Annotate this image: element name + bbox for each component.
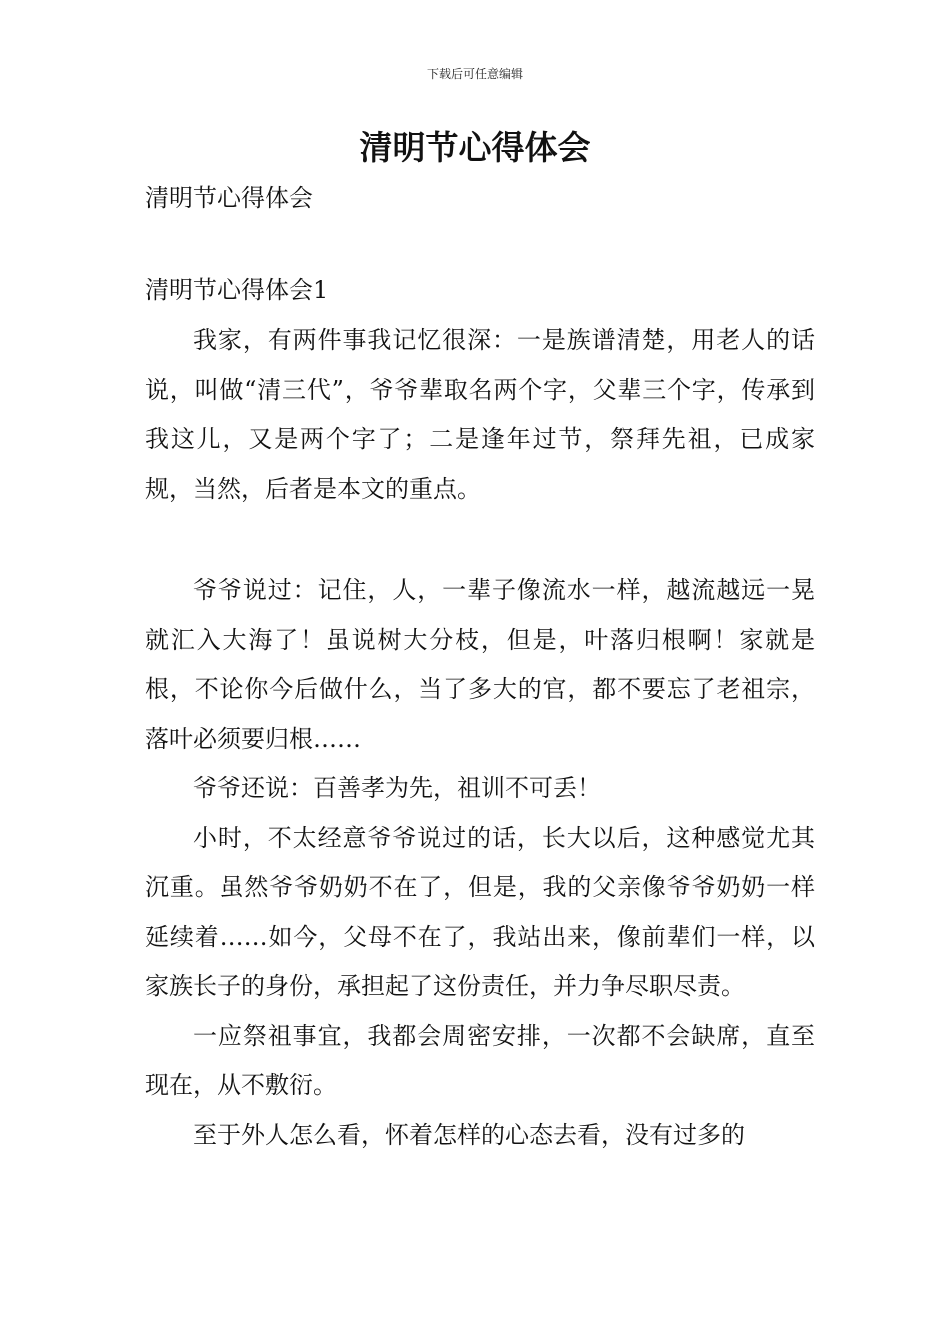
paragraph-6: 至于外人怎么看，怀着怎样的心态去看，没有过多的	[193, 1120, 745, 1149]
paragraph-1: 我家，有两件事我记忆很深：一是族谱清楚，用老人的话说，叫做“清三代”，爷爷辈取名两个字，父辈三个字，传承到我这儿，又是两个字了；二是逢年过节，祭拜先祖，已成家规，当然，后者是本文的重点。	[145, 326, 815, 503]
paragraph-3: 爷爷还说：百善孝为先，祖训不可丢！	[193, 774, 601, 802]
header-note: 下载后可任意编辑	[426, 67, 523, 81]
section-heading: 清明节心得体会1	[145, 276, 329, 304]
paragraph-5: 一应祭祖事宜，我都会周密安排，一次都不会缺席，直至现在，从不敷衍。	[145, 1021, 815, 1099]
document-title: 清明节心得体会	[359, 128, 591, 167]
document-body	[145, 178, 815, 1160]
paragraph-2: 爷爷说过：记住，人，一辈子像流水一样，越流越远一晃就汇入大海了！虽说树大分枝，但是，叶落归根啊！家就是根，不论你今后做什么，当了多大的官，都不要忘了老祖宗，落叶必须要归根……	[145, 576, 815, 753]
document-subtitle: 清明节心得体会	[145, 184, 313, 212]
paragraph-4: 小时，不太经意爷爷说过的话，长大以后，这种感觉尤其沉重。虽然爷爷奶奶不在了，但是，我的父亲像爷爷奶奶一样延续着……如今，父母不在了，我站出来，像前辈们一样，以家族长子的身份，承担起了这份责任，并力争尽职尽责。	[145, 823, 815, 1000]
